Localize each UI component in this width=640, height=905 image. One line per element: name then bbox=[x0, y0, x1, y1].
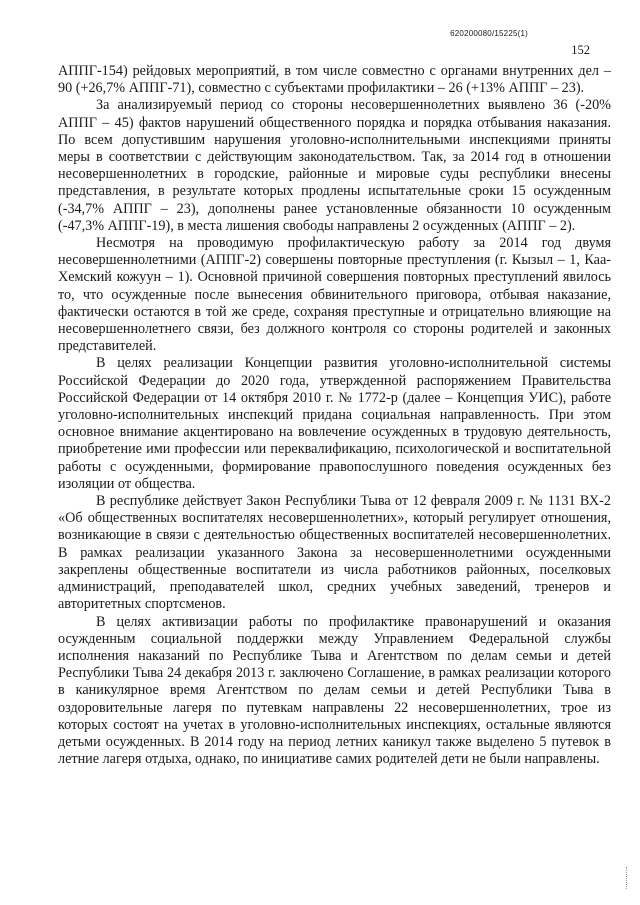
paragraph-public-educators-law: В республике действует Закон Республики Тыва от 12 февраля 2009 г. № 1131 ВХ-2 «Об общественных воспитателях несовершеннолетних», который регулирует отношения, возникающие в связи с деятельностью общественных воспитателей несовершеннолетних. В рамках реализации указанного Закона за несовершеннолетними осужденными закреплены общественные воспитатели из числа работников районных, поселковых администраций, преподавателей школ, средних учебных заведений, тренеров и авторитетных спортсменов. bbox=[58, 493, 611, 613]
paragraph-concept-uis: В целях реализации Концепции развития уголовно-исполнительной системы Российской Федерации до 2020 года, утвержденной распоряжением Правительства Российской Федерации от 14 октября 2010 г. № 1772-р (далее – Концепция УИС), работе уголовно-исполнительных инспекций придана социальная направленность. При этом основное внимание акцентировано на вовлечение осужденных в трудовую деятельность, приобретение ими профессии или переквалификацию, психологической и воспитательной работы с осужденными, формирование правопослушного поведения осужденных без изоляции от общества. bbox=[58, 355, 611, 492]
paragraph-continued-inspection-raids: АППГ-154) рейдовых мероприятий, в том числе совместно с органами внутренних дел – 90 (+26,7% АППГ-71), совместно с субъектами профилактики – 26 (+13% АППГ – 23). bbox=[58, 63, 611, 97]
paragraph-repeat-crimes: Несмотря на проводимую профилактическую работу за 2014 год двумя несовершеннолетними (АППГ-2) совершены повторные преступления (г. Кызыл – 1, Каа-Хемский кожуун – 1). Основной причиной совершения повторных преступлений явилось то, что осужденные после вынесения обвинительного приговора, отбывая наказание, фактически остаются в той же среде, сохраняя преступные и отрицательно влияющие на несовершеннолетнего связи, без должного контроля со стороны родителей и законных представителей. bbox=[58, 235, 611, 355]
paragraph-agreement-summer-camps: В целях активизации работы по профилактике правонарушений и оказания осужденным социальной поддержки между Управлением Федеральной службы исполнения наказаний по Республике Тыва и Агентством по делам семьи и детей Республики Тыва 24 декабря 2013 г. заключено Соглашение, в рамках реализации которого в каникулярное время Агентством по делам семьи и детей Республики Тыва в оздоровительные лагеря по путевкам направлены 22 несовершеннолетних, трое из которых состоят на учетах в уголовно-исполнительных инспекциях, остальные являются детьми осужденных. В 2014 году на период летних каникул также выделено 5 путевок в летние лагеря отдыха, однако, по инициативе самих родителей дети не были направлены. bbox=[58, 613, 611, 768]
page-number: 152 bbox=[571, 43, 590, 57]
paragraph-violations: За анализируемый период со стороны несовершеннолетних выявлено 36 (-20% АППГ – 45) фактов нарушений общественного порядка и порядка отбывания наказания. По всем допустившим нарушения уголовно-исполнительными инспекциями приняты меры в соответствии с действующим законодательством. Так, за 2014 год в отношении несовершеннолетних в городские, районные и мировые суды республики внесены представления, в результате которых продлены испытательные сроки 15 осужденным (-34,7% АППГ – 23), дополнены ранее установленные обязанности 10 осужденным (-47,3% АППГ-19), в места лишения свободы направлены 2 осужденных (АППГ – 2). bbox=[58, 97, 611, 234]
scan-edge-mark bbox=[626, 867, 628, 889]
document-id: 620200080/15225(1) bbox=[450, 29, 528, 38]
document-body bbox=[58, 63, 611, 768]
